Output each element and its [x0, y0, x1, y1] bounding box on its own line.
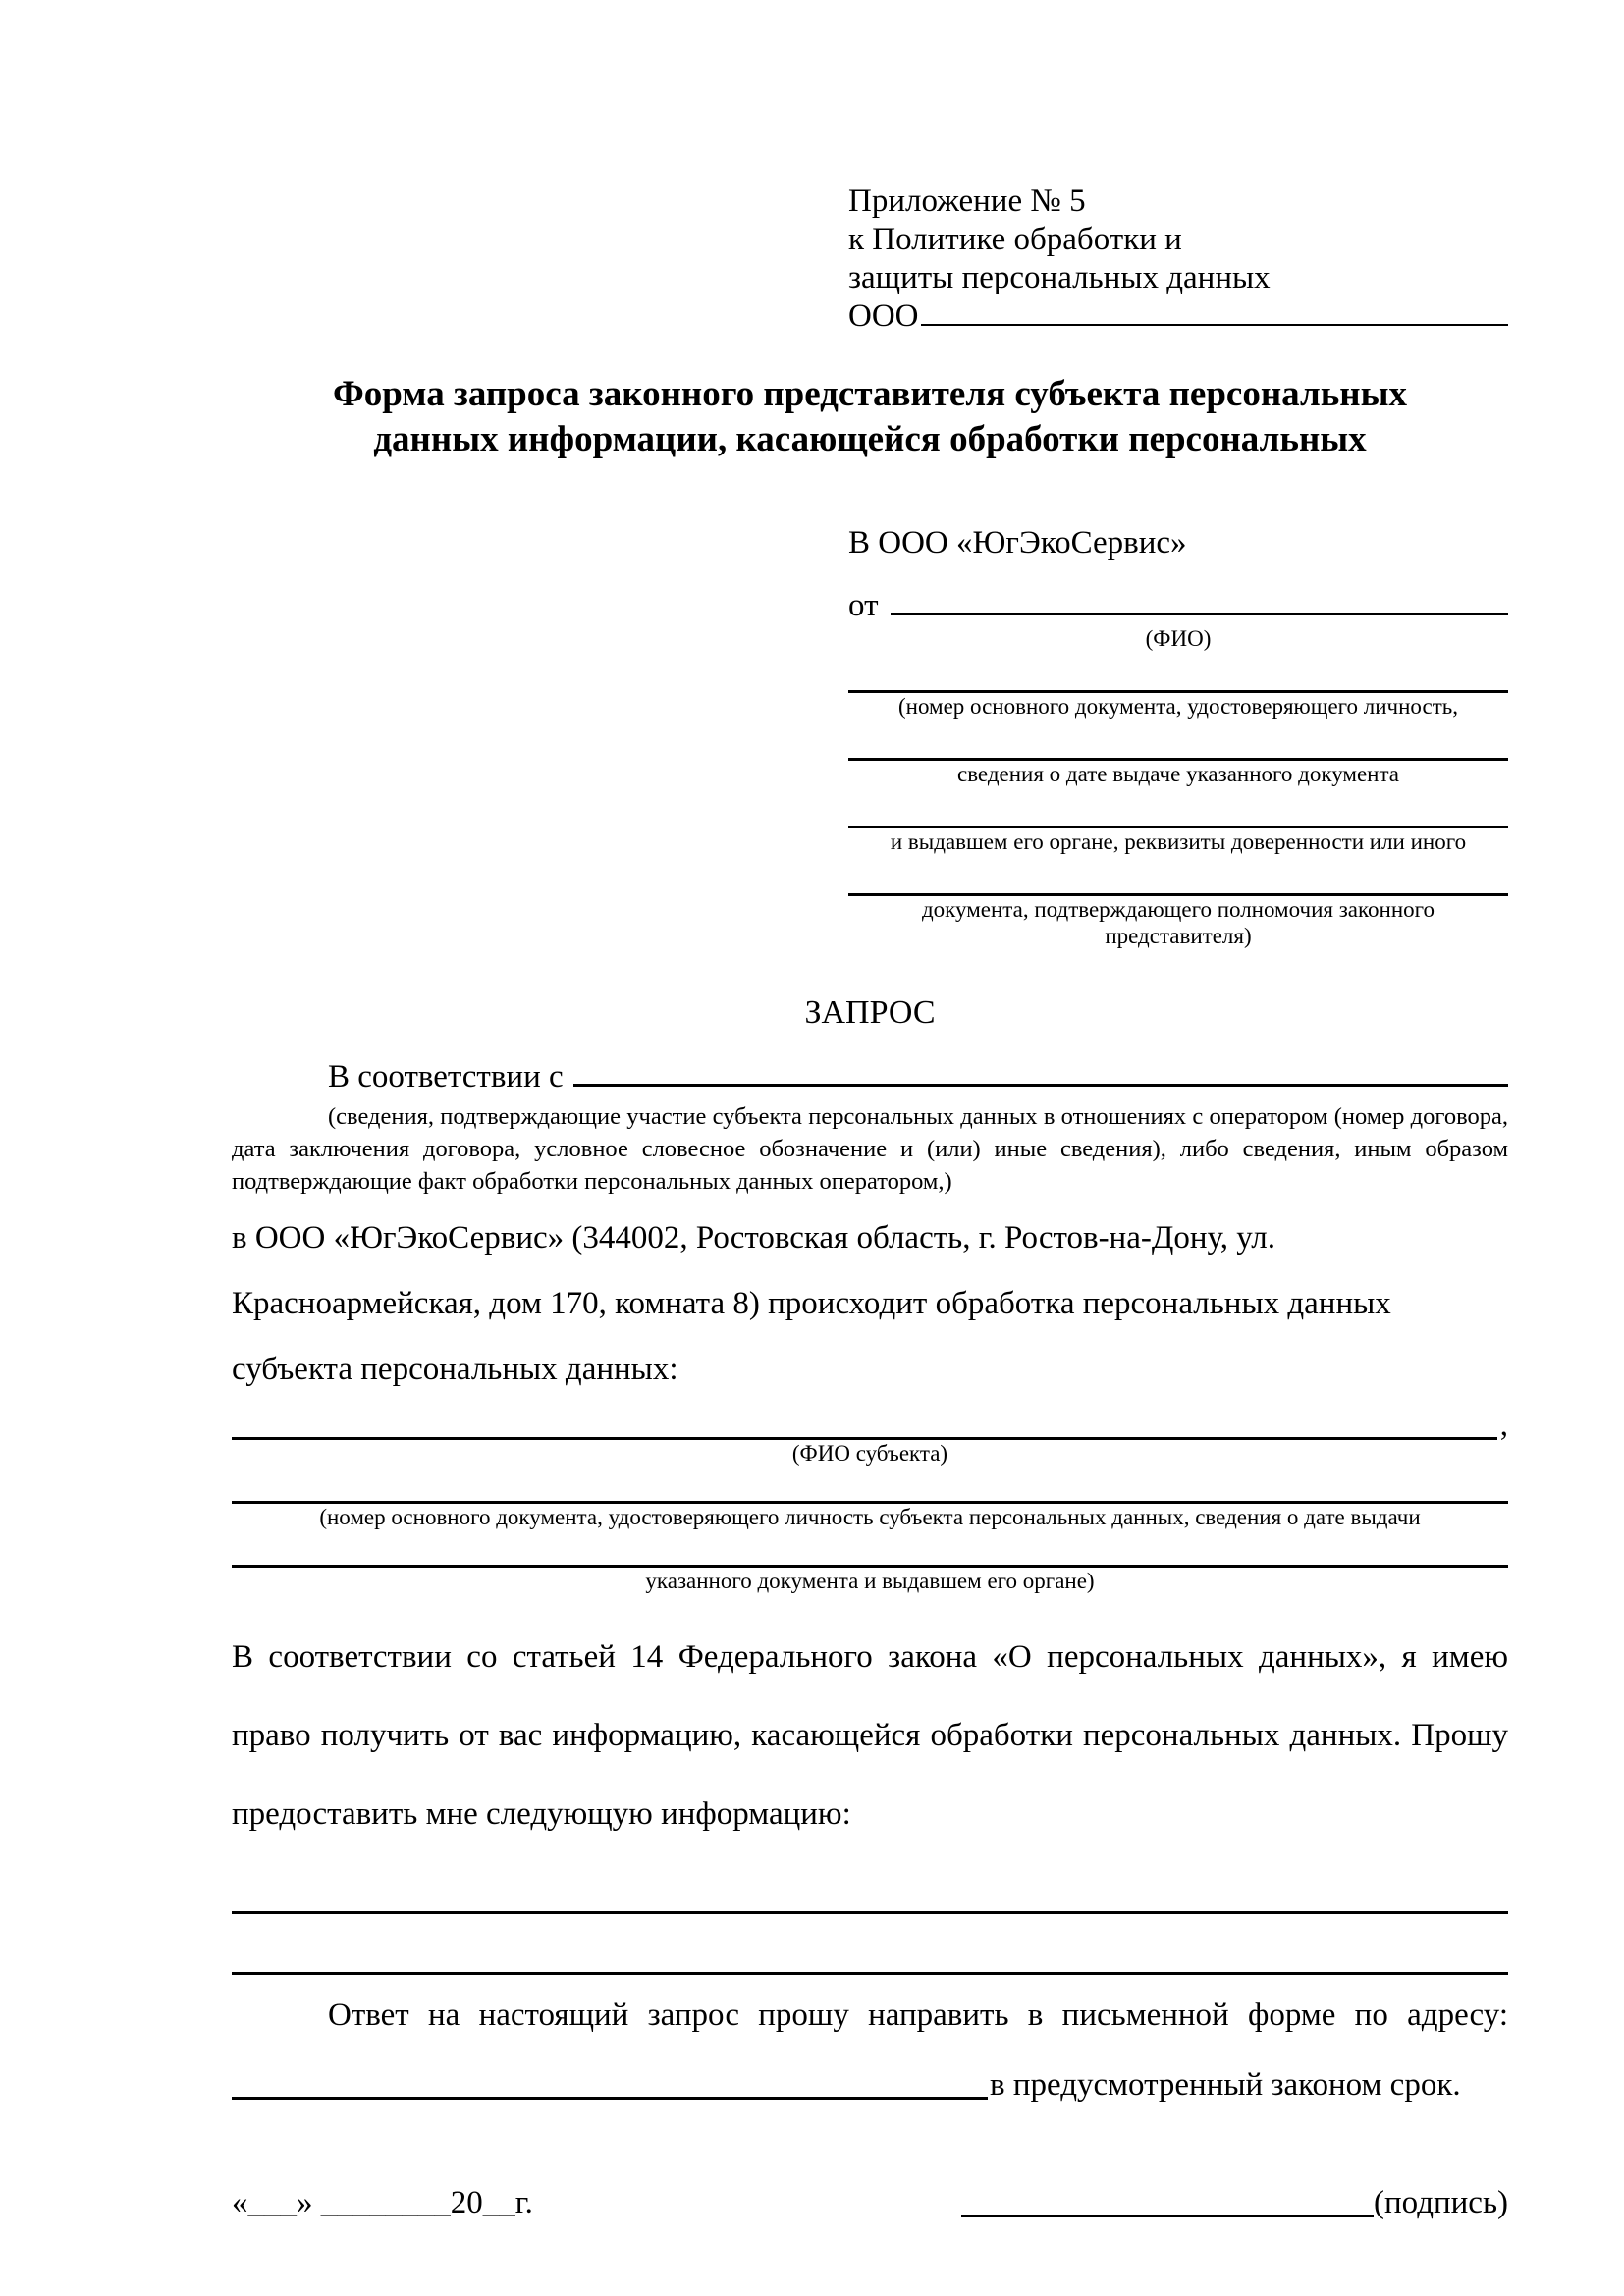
answer-tail: в предусмотренный законом срок.	[990, 2067, 1461, 2103]
representative-doc-caption-2: сведения о дате выдаче указанного документа	[956, 762, 1400, 786]
signature-blank	[961, 2215, 1374, 2217]
addressee-block	[848, 523, 1508, 949]
addressee-to: В ООО «ЮгЭкоСервис»	[848, 525, 1187, 561]
intro-label: В соответствии с	[328, 1059, 564, 1095]
operator-paragraph: в ООО «ЮгЭкоСервис» (344002, Ростовская область, г. Ростов-на-Дону, ул. Красноармейская, дом 170, комната 8) происходит обработка персональных данных субъекта персональных данных:	[232, 1220, 1391, 1387]
subject-name-comma: ,	[1499, 1408, 1508, 1443]
representative-doc-blank-2	[848, 720, 1508, 761]
intro-row	[232, 1057, 1508, 1096]
representative-doc-caption-3: и выдавшем его органе, реквизиты доверенности или иного	[890, 829, 1467, 854]
subject-doc-row-2	[232, 1530, 1508, 1568]
requested-info-blank-2	[232, 1914, 1508, 1975]
reply-address-blank	[232, 2097, 988, 2100]
from-label: от	[848, 588, 879, 623]
representative-doc-blank-3	[848, 787, 1508, 828]
subject-doc-caption-2: указанного документа и выдавшем его органе)	[645, 1569, 1095, 1593]
company-name-row	[848, 297, 1508, 336]
appendix-line-3: защиты персональных данных	[848, 260, 1271, 295]
from-row	[848, 586, 1508, 625]
page-title-line-2: данных информации, касающейся обработки персональных	[373, 419, 1367, 459]
appendix-header	[848, 183, 1508, 336]
page-title	[232, 372, 1508, 462]
fio-caption: (ФИО)	[1145, 626, 1212, 651]
answer-paragraph: Ответ на настоящий запрос прошу направить в письменной форме по адресу:	[328, 1998, 1508, 2033]
representative-doc-blank-1	[848, 652, 1508, 693]
request-heading: ЗАПРОС	[804, 994, 936, 1031]
page-title-line-1: Форма запроса законного представителя субъекта персональных	[332, 374, 1407, 414]
subject-fio-caption: (ФИО субъекта)	[791, 1441, 948, 1466]
relation-info-blank	[573, 1084, 1508, 1087]
signature-block	[961, 2183, 1508, 2222]
representative-doc-blank-4	[848, 855, 1508, 896]
intro-caption: (сведения, подтверждающие участие субъекта персональных данных в отношениях с оператором (номер договора, дата заключения договора, условное словесное обозначение и (или) иные сведения), либо сведения, иным образом подтверждающие факт обработки персональных данных оператором,)	[232, 1103, 1508, 1195]
appendix-line-1: Приложение № 5	[848, 184, 1086, 219]
subject-doc-row-1	[232, 1467, 1508, 1504]
reply-address-row	[232, 2065, 1508, 2105]
company-label: ООО	[848, 298, 919, 334]
representative-doc-caption-1: (номер основного документа, удостоверяющего личность,	[897, 694, 1458, 719]
representative-doc-caption-4: документа, подтверждающего полномочия законного представителя)	[921, 897, 1435, 948]
representative-name-blank	[891, 613, 1509, 615]
subject-name-row	[232, 1403, 1508, 1443]
document-content	[232, 0, 1508, 2222]
subject-doc-caption-1: (номер основного документа, удостоверяющего личность субъекта персональных данных, сведения о дате выдачи	[319, 1505, 1421, 1529]
footer-row	[232, 2183, 1508, 2222]
law-paragraph: В соответствии со статьей 14 Федерального закона «О персональных данных», я имею право получить от вас информацию, касающейся обработки персональных данных. Прошу предоставить мне следующую информацию:	[232, 1639, 1508, 1832]
signature-caption: (подпись)	[1374, 2185, 1508, 2220]
appendix-line-2: к Политике обработки и	[848, 222, 1182, 257]
date-blank: «___» ________20__г.	[232, 2185, 533, 2220]
requested-info-blank-1	[232, 1853, 1508, 1914]
company-name-blank	[921, 324, 1509, 326]
